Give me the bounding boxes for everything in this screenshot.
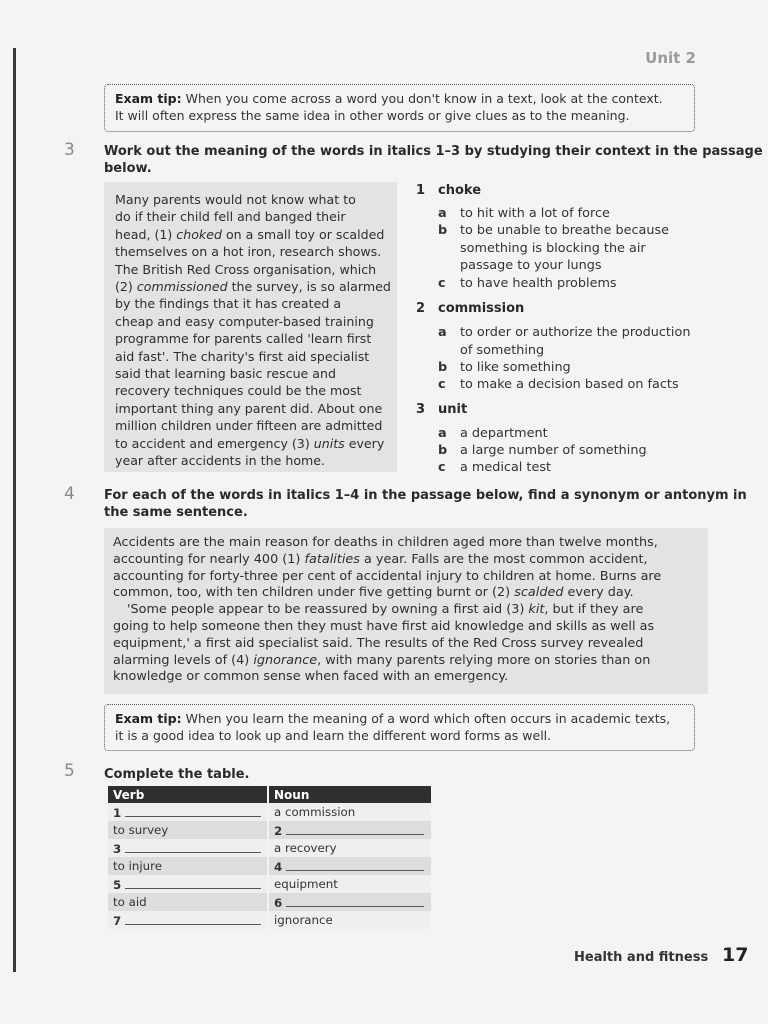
reading-passage: Many parents would not know what to do if their child fell and banged their head, (1) choked on a small toy or scalded themselves on a hot iron, research shows. The British Red Cross organisation, which (2) commissioned the survey, is so alarmed by the findings that it has created a cheap and easy computer-based training programme for parents called 'learn first aid fast'. The charity's first aid specialist said that learning basic rescue and recovery techniques could be the most important thing any parent did. About one million children under fifteen are admitted to accident and emergency (3) units every year after accidents in the home.: [104, 182, 397, 472]
italic-word: units: [313, 435, 345, 451]
answer-option: b to be unable to breathe because something is blocking the air passage to your lungs: [438, 223, 669, 273]
vocab-item-heading: 3 unit: [416, 402, 468, 417]
question-number: 5: [64, 761, 75, 781]
exam-tip-label: Exam tip:: [115, 91, 182, 106]
exam-tip-box: [104, 84, 695, 132]
answer-option: c to make a decision based on facts: [438, 377, 679, 392]
italic-word: fatalities: [304, 551, 360, 567]
answer-option: a to hit with a lot of force: [438, 206, 610, 221]
table-cell: a commission: [269, 803, 431, 821]
table-row: [108, 857, 431, 875]
answer-option: b to like something: [438, 360, 571, 375]
column-header-verb: Verb: [108, 786, 267, 803]
italic-word: kit: [528, 602, 545, 618]
table-cell: ignorance: [269, 911, 431, 929]
table-row: [108, 839, 431, 857]
table-cell: to aid: [108, 893, 267, 911]
blank-cell[interactable]: 6: [269, 893, 431, 911]
question-instruction: For each of the words in italics 1–4 in the passage below, find a synonym or antonym in the same sentence.: [104, 488, 747, 520]
unit-label: Unit 2: [645, 49, 696, 67]
exam-tip-box: [104, 704, 695, 751]
table-row: [108, 821, 431, 839]
blank-cell[interactable]: 7: [108, 911, 267, 929]
blank-cell[interactable]: 1: [108, 803, 267, 821]
answer-option: a to order or authorize the production of something: [438, 325, 691, 358]
footer-section-title: Health and fitness: [574, 950, 709, 965]
table-row: [108, 803, 431, 821]
table-row: [108, 911, 431, 929]
italic-word: ignorance: [253, 652, 318, 668]
exam-tip-text-line2: It will often express the same idea in other words or give clues as to the meaning.: [115, 108, 630, 123]
blank-cell[interactable]: 5: [108, 875, 267, 893]
exam-tip-label: Exam tip:: [115, 711, 182, 726]
question-number: 4: [64, 484, 75, 504]
vocab-item-heading: 1 choke: [416, 183, 482, 198]
exam-tip-text-line2: it is a good idea to look up and learn the different word forms as well.: [115, 728, 552, 743]
table-header-row: [108, 786, 431, 803]
reading-passage: Accidents are the main reason for deaths in children aged more than twelve months, accounting for nearly 400 (1) fatalities a year. Falls are the most common accident, accounting for forty-three per cent of accidental injury to children at home. Burns are common, too, with ten children under five getting burnt or (2) scalded every day. 'Some people appear to be reassured by owning a first aid (3) kit, but if they are going to help someone then they must have first aid knowledge and skills as well as equipment,' a first aid specialist said. The results of the Red Cross survey revealed alarming levels of (4) ignorance, with many parents relying more on stories than on knowledge or common sense when faced with an emergency.: [104, 528, 708, 694]
blank-cell[interactable]: 2: [269, 821, 431, 839]
table-cell: a recovery: [269, 839, 431, 857]
table-row: [108, 875, 431, 893]
answer-option: c a medical test: [438, 460, 552, 475]
answer-option: b a large number of something: [438, 443, 647, 458]
question-instruction: Complete the table.: [104, 767, 250, 782]
blank-cell[interactable]: 4: [269, 857, 431, 875]
word-forms-table: [106, 786, 433, 929]
exam-tip-text: When you come across a word you don't know in a text, look at the context.: [181, 91, 663, 106]
page-spine-edge: [13, 48, 16, 972]
exam-tip-text: When you learn the meaning of a word which often occurs in academic texts,: [181, 711, 671, 726]
italic-word: scalded: [514, 585, 564, 601]
answer-option: a a department: [438, 426, 548, 441]
question-number: 3: [64, 140, 75, 160]
italic-word: choked: [176, 226, 222, 242]
vocab-item-heading: 2 commission: [416, 301, 525, 316]
table-cell: equipment: [269, 875, 431, 893]
answer-option: c to have health problems: [438, 276, 617, 291]
question-instruction: Work out the meaning of the words in italics 1–3 by studying their context in the passage below.: [104, 144, 763, 176]
table-row: [108, 893, 431, 911]
table-cell: to injure: [108, 857, 267, 875]
page-number: 17: [722, 944, 749, 966]
column-header-noun: Noun: [269, 786, 431, 803]
table-cell: to survey: [108, 821, 267, 839]
italic-word: commissioned: [136, 279, 228, 295]
blank-cell[interactable]: 3: [108, 839, 267, 857]
